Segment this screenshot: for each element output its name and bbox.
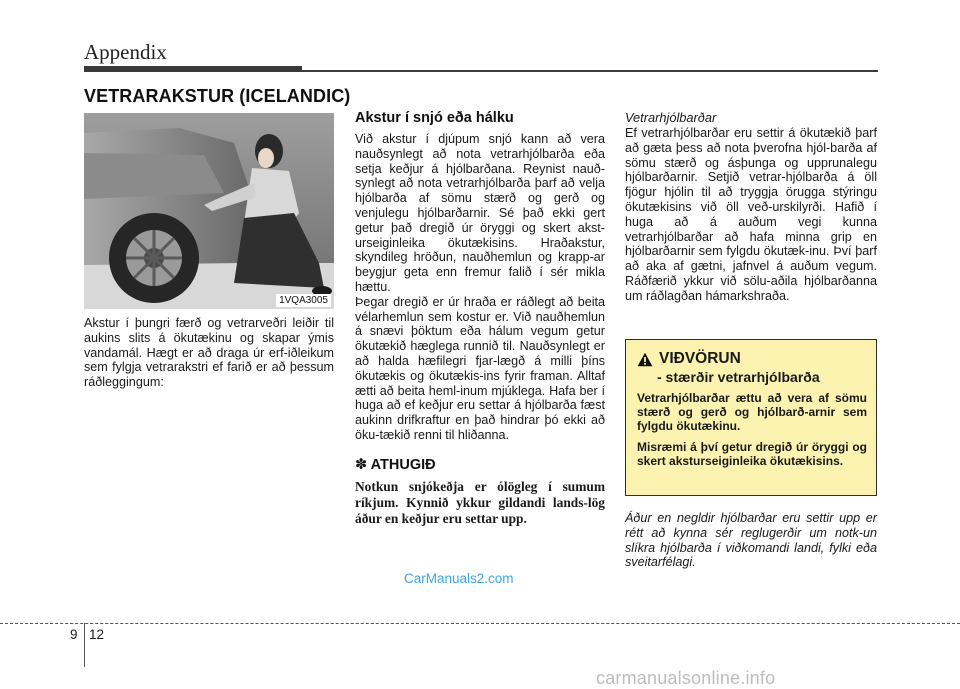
bottom-watermark: carmanualsonline.info (596, 668, 776, 688)
warning-text-2: Misræmi á því getur dregið úr öryggi og skert aksturseiginleika ökutækisins. (637, 439, 867, 468)
header-rule-thick (84, 66, 302, 72)
snow-ice-column (355, 110, 605, 527)
winter-tires-paragraph: Ef vetrarhjólbarðar eru settir á ökutækið þarf að gæta þess að nota þverofna hjól-barða af sömu stærð og ásþunga og upprunalegu hjólbarðarnir. Setjið vetrar-hjólbarða á öll fjögur hjólin til að tryggja örugga stýringu ökutækisins við öll veð-urskilyrði. Hafið í huga að á auðum vegi kunna vetrarhjólbarðar að hafa minna grip en hjólbarðarnir sem fylgdu ökutæk-inu. Því þarf að aka af gætni, jafnvel á auðum vegum. Ráðfærið ykkur við sölu-aðila hjólbarðanna um ráðlagðan hámarkshraða. (625, 126, 877, 303)
studded-tires-paragraph: Áður en negldir hjólbarðar eru settir upp er rétt að kynna sér reglugerðir um notk-un slíkra hjólbarða í viðkomandi landi, fylki eða sveitarfélagi. (625, 511, 877, 570)
intro-paragraph: Akstur í þungri færð og vetrarveðri leiðir til aukins slits á ökutækinu og skapar ýmis vandamál. Hægt er að draga úr erf-iðleikum sem fylgja vetrarakstri ef farið er að þessum ráðleggingum: (84, 316, 334, 390)
warning-subtitle: - stærðir vetrarhjólbarða (657, 369, 820, 385)
intro-column (84, 316, 334, 390)
photo-graphic (84, 113, 334, 309)
warning-title: VIÐVÖRUN (659, 350, 741, 367)
page-number: 12 (89, 627, 105, 642)
image-code-label: 1VQA3005 (276, 294, 331, 307)
warning-box (625, 339, 877, 496)
header-rule-thin (302, 70, 878, 72)
warning-triangle-icon (637, 352, 653, 367)
studded-tires-note (625, 511, 877, 570)
section-title: VETRARAKSTUR (ICELANDIC) (84, 86, 351, 106)
warning-text-1: Vetrarhjólbarðar ættu að vera af sömu stærð og gerð og hjólbarð-arnir sem fylgdu ökutækinu. (637, 391, 867, 434)
winter-tires-column (625, 110, 877, 304)
watermark-link[interactable]: CarManuals2.com (404, 571, 514, 586)
header-title: Appendix (84, 40, 167, 64)
footer-dashed-rule (0, 623, 960, 624)
snow-ice-paragraph-2: Þegar dregið er úr hraða er ráðlegt að beita vélarhemlun sem kostur er. Við nauðhemlun á snævi þöktum eða hálum vegum getur ökutækið hæglega runnið til. Nauðsynlegt er að halda hæfilegri fjar-lægð á milli þíns ökutækis og ökutækis-ins fyrir framan. Alltaf ætti að beita heml-inum mjúklega. Hafa ber í huga að ef keðjur eru settar á hjólbarða fæst aukinn drifkraftur en það hindrar þó ekki að öku-tækið renni til hliðanna. (355, 294, 605, 442)
note-heading: ✽ ATHUGIÐ (355, 456, 436, 473)
footer-separator (84, 623, 85, 667)
chapter-number: 9 (70, 627, 78, 642)
illustration-tire-chains (84, 113, 334, 309)
winter-tires-heading: Vetrarhjólbarðar (625, 110, 717, 125)
note-text: Notkun snjókeðja er ólögleg í sumum ríkjum. Kynnið ykkur gildandi lands-lög áður en keðjur eru settar upp. (355, 478, 605, 526)
snow-ice-paragraph-1: Við akstur í djúpum snjó kann að vera nauðsynlegt að nota vetrarhjólbarða eða setja keðjur á hjólbarðana. Reynist nauð-synlegt að nota vetrarhjólbarða þarf að velja hjólbarða af sömu stærð og gerð og venjulegu hjólbarðarnir. Sé það ekki gert getur það dregið úr öryggi og skert akst-urseiginleika ökutækisins. Hraðakstur, skyndileg hröðun, nauðhemlun og krapp-ar beygjur geta enn fremur falið í sér mikla hættu. (355, 132, 605, 294)
snow-ice-heading: Akstur í snjó eða hálku (355, 110, 514, 126)
